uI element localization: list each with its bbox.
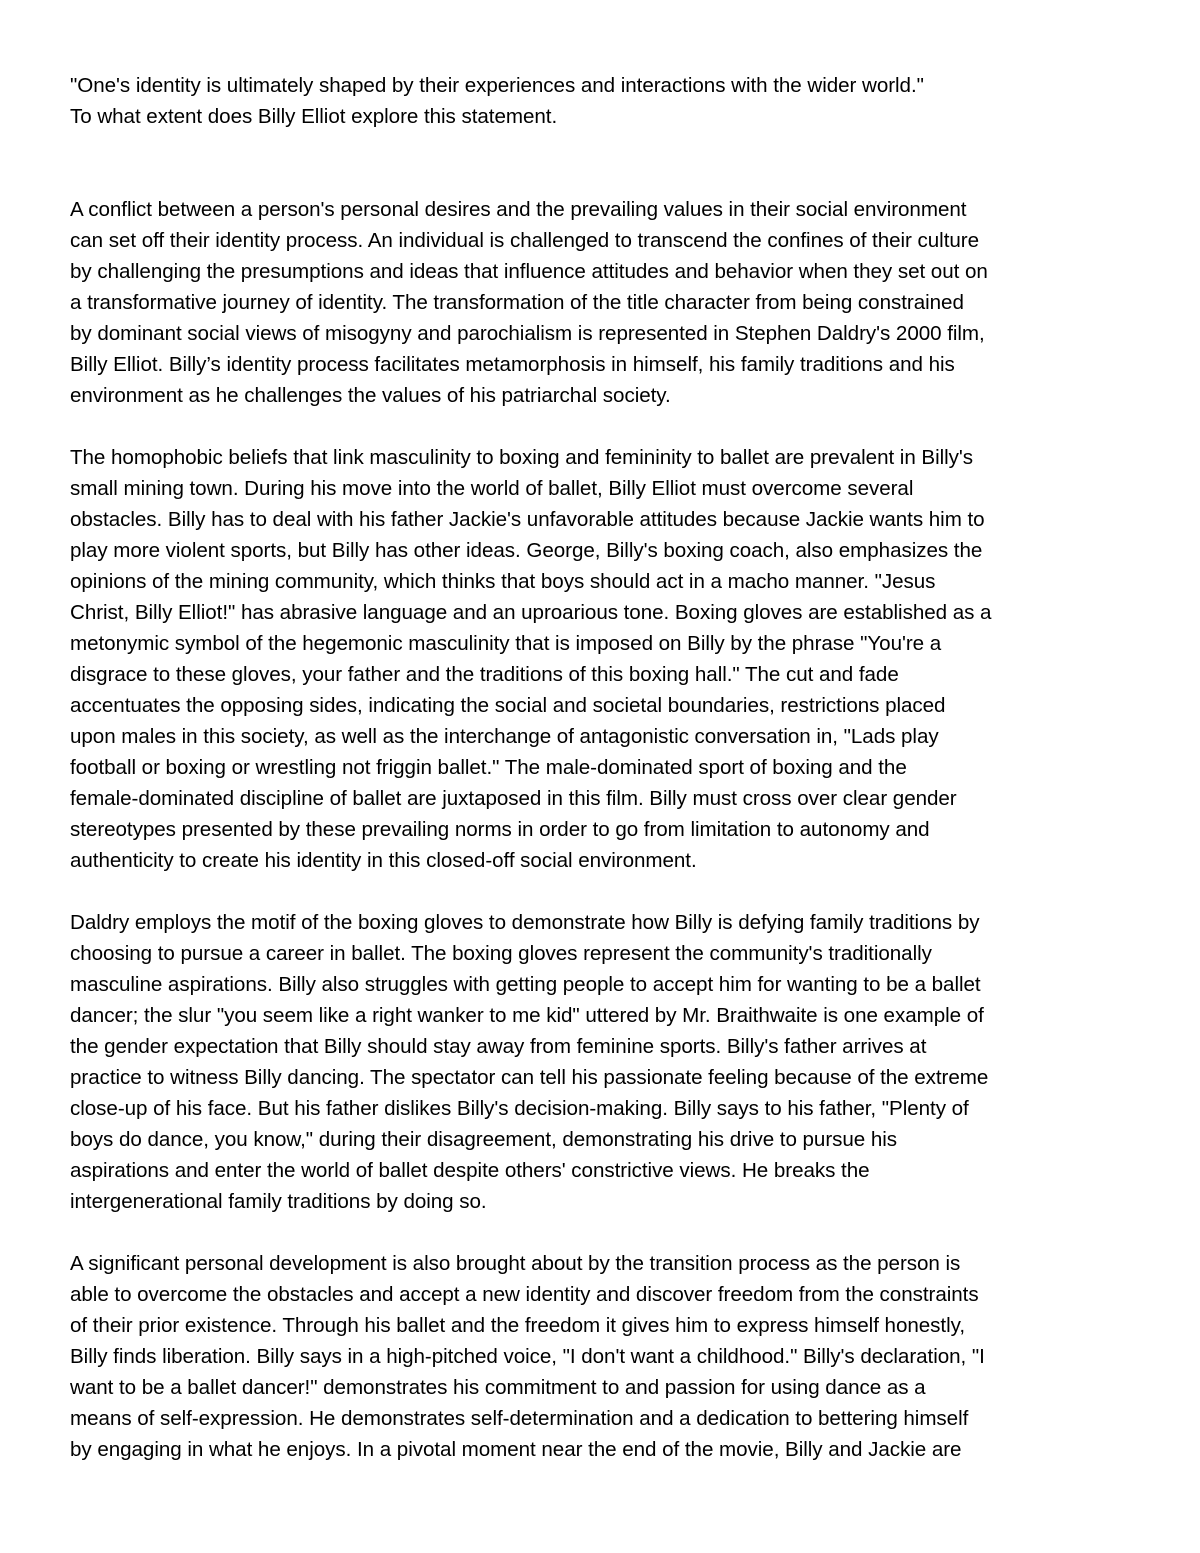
paragraph-line: intergenerational family traditions by doing so. (70, 1190, 487, 1213)
paragraph-line: metonymic symbol of the hegemonic masculinity that is imposed on Billy by the phrase "You're a (70, 632, 942, 655)
paragraph-line: obstacles. Billy has to deal with his father Jackie's unfavorable attitudes because Jackie wants him to (70, 508, 985, 531)
paragraph-line: practice to witness Billy dancing. The spectator can tell his passionate feeling because of the extreme (70, 1066, 989, 1089)
paragraph-line: play more violent sports, but Billy has other ideas. George, Billy's boxing coach, also emphasizes the (70, 539, 983, 562)
paragraph-line: a transformative journey of identity. The transformation of the title character from being constrained (70, 291, 964, 314)
paragraph-line: want to be a ballet dancer!" demonstrates his commitment to and passion for using dance as a (70, 1376, 926, 1399)
paragraph-line: Billy finds liberation. Billy says in a high-pitched voice, "I don't want a childhood." Billy's declaration, "I (70, 1345, 985, 1368)
paragraph-line: of their prior existence. Through his ballet and the freedom it gives him to express himself honestly, (70, 1314, 965, 1337)
paragraph-line: can set off their identity process. An individual is challenged to transcend the confines of their culture (70, 229, 979, 252)
paragraph-line: close-up of his face. But his father dislikes Billy's decision-making. Billy says to his father, "Plenty of (70, 1097, 969, 1120)
paragraph-line: small mining town. During his move into the world of ballet, Billy Elliot must overcome several (70, 477, 914, 500)
paragraph-line: by challenging the presumptions and ideas that influence attitudes and behavior when they set out on (70, 260, 988, 283)
paragraph-line: A conflict between a person's personal desires and the prevailing values in their social environment (70, 198, 967, 221)
paragraph-line: boys do dance, you know," during their disagreement, demonstrating his drive to pursue his (70, 1128, 898, 1151)
paragraph-line: accentuates the opposing sides, indicating the social and societal boundaries, restrictions placed (70, 694, 946, 717)
paragraph-line: upon males in this society, as well as the interchange of antagonistic conversation in, "Lads play (70, 725, 939, 748)
paragraph-line: Christ, Billy Elliot!" has abrasive language and an uproarious tone. Boxing gloves are established as a (70, 601, 992, 624)
essay-paragraph-2 (70, 442, 1132, 876)
essay-paragraph-3 (70, 907, 1132, 1217)
paragraph-line: football or boxing or wrestling not friggin ballet." The male-dominated sport of boxing and the (70, 756, 907, 779)
paragraph-line: The homophobic beliefs that link masculinity to boxing and femininity to ballet are prevalent in Billy's (70, 446, 974, 469)
paragraph-line: stereotypes presented by these prevailing norms in order to go from limitation to autonomy and (70, 818, 930, 841)
paragraph-line: Daldry employs the motif of the boxing gloves to demonstrate how Billy is defying family traditions by (70, 911, 980, 934)
paragraph-line: means of self-expression. He demonstrates self-determination and a dedication to bettering himself (70, 1407, 969, 1430)
paragraph-line: masculine aspirations. Billy also struggles with getting people to accept him for wanting to be a ballet (70, 973, 981, 996)
paragraph-line: dancer; the slur "you seem like a right wanker to me kid" uttered by Mr. Braithwaite is one example of (70, 1004, 984, 1027)
prompt-quote: "One's identity is ultimately shaped by their experiences and interactions with the wider world." (70, 74, 924, 97)
paragraph-line: environment as he challenges the values of his patriarchal society. (70, 384, 671, 407)
paragraph-line: by engaging in what he enjoys. In a pivotal moment near the end of the movie, Billy and Jackie are (70, 1438, 962, 1461)
essay-paragraph-4 (70, 1248, 1132, 1465)
paragraph-line: opinions of the mining community, which thinks that boys should act in a macho manner. "Jesus (70, 570, 936, 593)
paragraph-line: the gender expectation that Billy should stay away from feminine sports. Billy's father arrives at (70, 1035, 927, 1058)
paragraph-line: authenticity to create his identity in this closed-off social environment. (70, 849, 697, 872)
essay-body (70, 194, 1132, 1465)
paragraph-line: by dominant social views of misogyny and parochialism is represented in Stephen Daldry's 2000 film, (70, 322, 985, 345)
essay-paragraph-1 (70, 194, 1132, 411)
paragraph-line: aspirations and enter the world of ballet despite others' constrictive views. He breaks the (70, 1159, 870, 1182)
paragraph-line: A significant personal development is also brought about by the transition process as the person is (70, 1252, 961, 1275)
paragraph-line: disgrace to these gloves, your father and the traditions of this boxing hall." The cut and fade (70, 663, 899, 686)
section-spacer (70, 132, 1132, 194)
prompt-question: To what extent does Billy Elliot explore this statement. (70, 105, 558, 128)
paragraph-line: Billy Elliot. Billy’s identity process facilitates metamorphosis in himself, his family traditions and his (70, 353, 955, 376)
paragraph-line: able to overcome the obstacles and accept a new identity and discover freedom from the constraints (70, 1283, 979, 1306)
paragraph-line: female-dominated discipline of ballet are juxtaposed in this film. Billy must cross over clear gender (70, 787, 957, 810)
document-page (70, 70, 1132, 1496)
paragraph-line: choosing to pursue a career in ballet. The boxing gloves represent the community's traditionally (70, 942, 932, 965)
